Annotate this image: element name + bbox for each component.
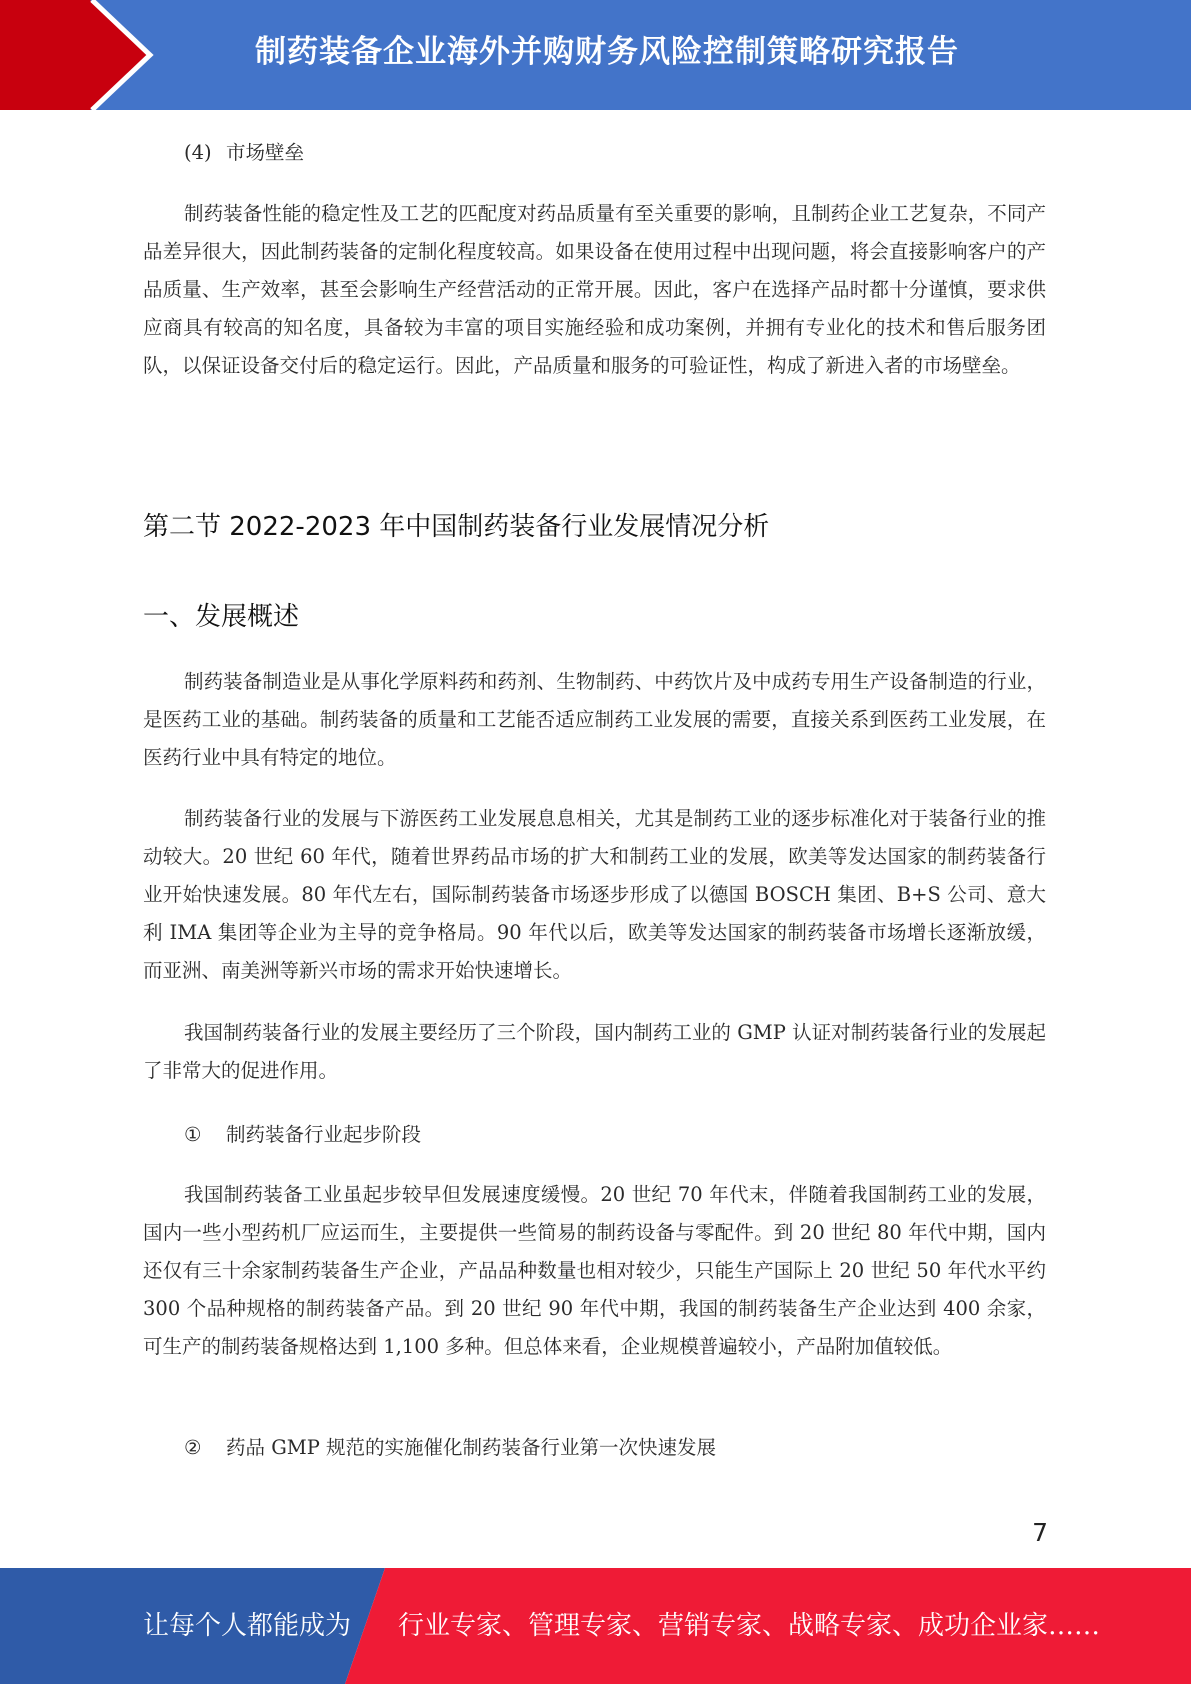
list-marker: ① — [184, 1123, 202, 1146]
list-item-stage-1 — [184, 1116, 421, 1154]
subsection-heading: 一、发展概述 — [143, 602, 300, 632]
footer-slogan-left: 让每个人都能成为 — [143, 1611, 352, 1641]
list-marker: ② — [184, 1436, 202, 1459]
list-item-stage-2 — [184, 1429, 716, 1467]
report-title: 制药装备企业海外并购财务风险控制策略研究报告 — [255, 34, 959, 70]
paragraph-stage-1: 我国制药装备工业虽起步较早但发展速度缓慢。20 世纪 70 年代末，伴随着我国制药工业的发展，国内一些小型药机厂应运而生，主要提供一些简易的制药设备与零配件。到 20 世纪 80 年代中期，国内还仅有三十余家制药装备生产企业，产品品种数量也相对较少，只能生产国际上 20 世纪 50 年代水平约 300 个品种规格的制药装备产品。到 20 世纪 90 年代中期，我国的制药装备生产企业达到 400 余家，可生产的制药装备规格达到 1,100 多种。但总体来看，企业规模普遍较小，产品附加值较低。 — [143, 1183, 1046, 1358]
report-header — [0, 0, 1191, 110]
paragraph-market-barrier: 制药装备性能的稳定性及工艺的匹配度对药品质量有至关重要的影响，且制药企业工艺复杂，不同产品差异很大，因此制药装备的定制化程度较高。如果设备在使用过程中出现问题，将会直接影响客户的产品质量、生产效率，甚至会影响生产经营活动的正常开展。因此，客户在选择产品时都十分谨慎，要求供应商具有较高的知名度，具备较为丰富的项目实施经验和成功案例，并拥有专业化的技术和售后服务团队，以保证设备交付后的稳定运行。因此，产品质量和服务的可验证性，构成了新进入者的市场壁垒。 — [143, 202, 1046, 377]
list-marker: (4) — [184, 141, 212, 164]
paragraph-overview-1: 制药装备制造业是从事化学原料药和药剂、生物制药、中药饮片及中成药专用生产设备制造的行业，是医药工业的基础。制药装备的质量和工艺能否适应制药工业发展的需要，直接关系到医药工业发展，在医药行业中具有特定的地位。 — [143, 670, 1046, 769]
page-number: 7 — [1032, 1518, 1048, 1547]
paragraph-overview-3: 我国制药装备行业的发展主要经历了三个阶段，国内制药工业的 GMP 认证对制药装备行业的发展起了非常大的促进作用。 — [143, 1021, 1046, 1082]
paragraph-overview-2: 制药装备行业的发展与下游医药工业发展息息相关，尤其是制药工业的逐步标准化对于装备行业的推动较大。20 世纪 60 年代，随着世界药品市场的扩大和制药工业的发展，欧美等发达国家的制药装备行业开始快速发展。80 年代左右，国际制药装备市场逐步形成了以德国 BOSCH 集团、B+S 公司、意大利 IMA 集团等企业为主导的竞争格局。90 年代以后，欧美等发达国家的制药装备市场增长逐渐放缓，而亚洲、南美洲等新兴市场的需求开始快速增长。 — [143, 807, 1046, 982]
list-item-text: 药品 GMP 规范的实施催化制药装备行业第一次快速发展 — [226, 1436, 717, 1459]
footer-slogan-right: 行业专家、管理专家、营销专家、战略专家、成功企业家…… — [398, 1611, 1101, 1641]
list-item-text: 制药装备行业起步阶段 — [226, 1123, 422, 1146]
section-heading: 第二节 2022-2023 年中国制药装备行业发展情况分析 — [143, 512, 770, 542]
list-item-market-barrier — [184, 134, 304, 172]
list-item-text: 市场壁垒 — [226, 141, 305, 164]
report-footer — [0, 1568, 1191, 1684]
